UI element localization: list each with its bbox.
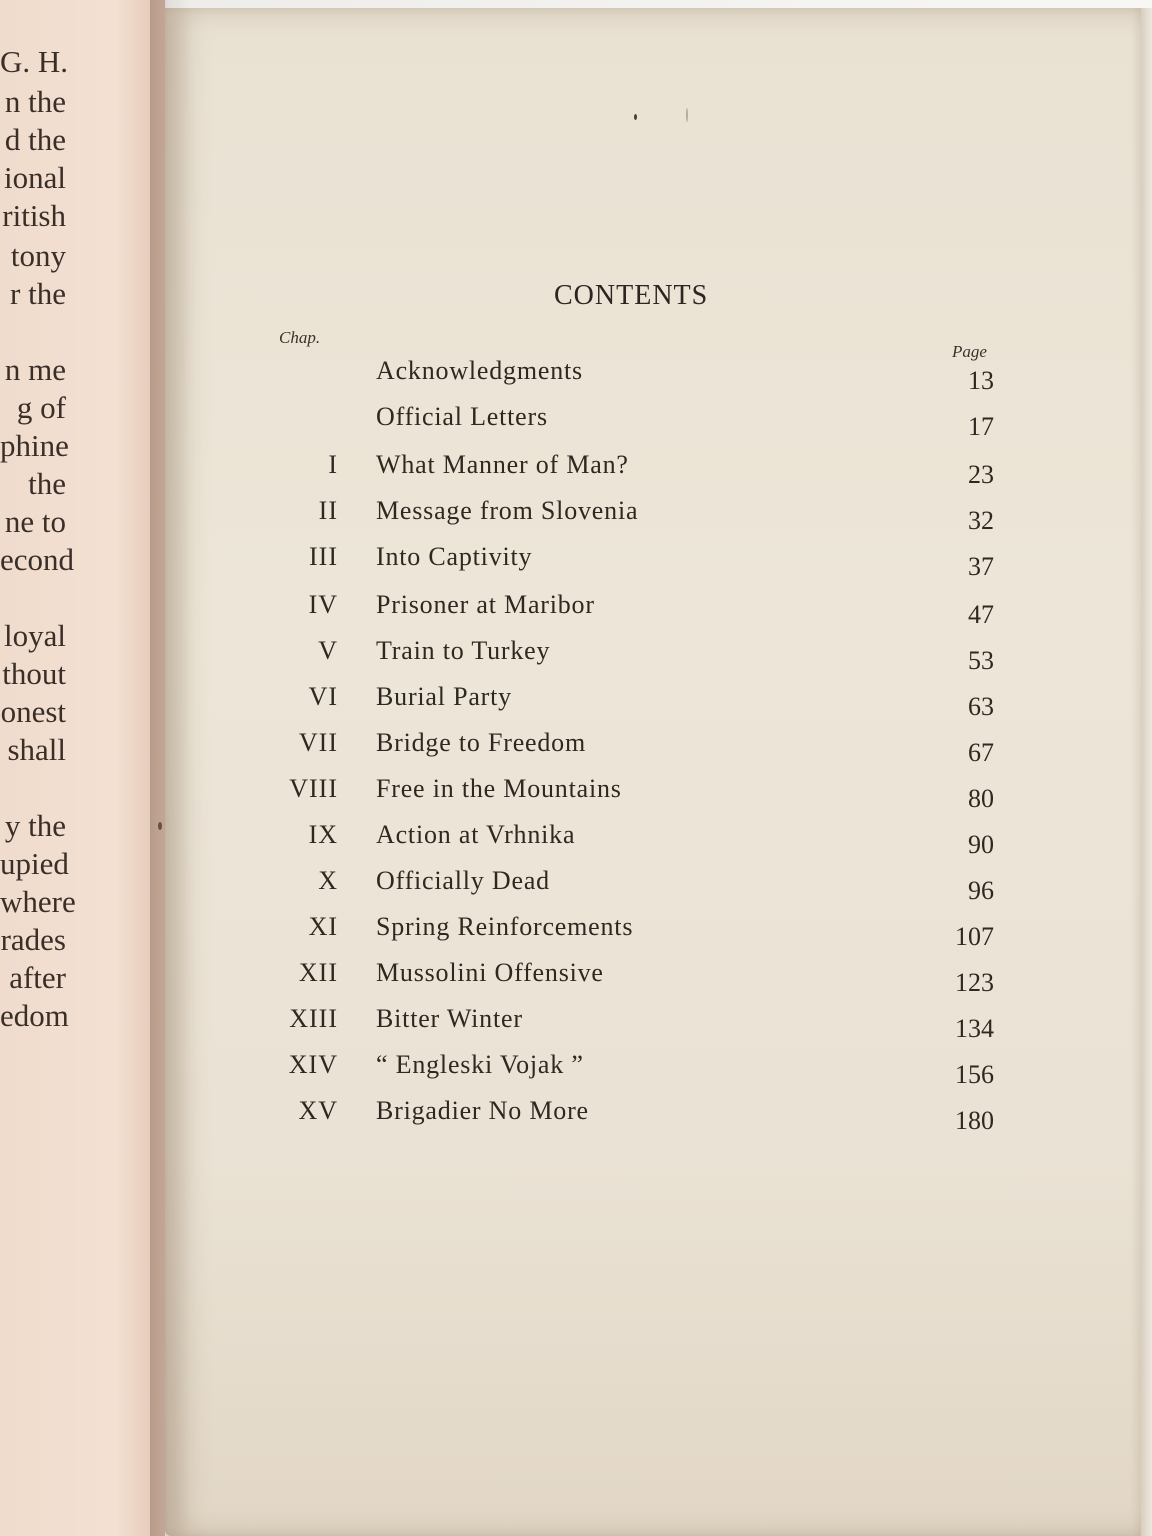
chapter-title: Burial Party xyxy=(376,682,512,711)
left-page-line: r the xyxy=(10,276,66,311)
toc-entry xyxy=(0,592,1152,632)
chapter-number: IX xyxy=(308,820,338,849)
chapter-title: Bitter Winter xyxy=(376,1004,523,1033)
toc-entry xyxy=(0,960,1152,1000)
left-page-line: edom xyxy=(0,998,69,1033)
chapter-number: XIII xyxy=(289,1004,338,1033)
page-number: 37 xyxy=(968,552,994,581)
chapter-title: Brigadier No More xyxy=(376,1096,589,1125)
chapter-number: XII xyxy=(298,958,338,987)
chapter-number: I xyxy=(328,450,338,479)
chapter-number: V xyxy=(318,636,338,665)
chapter-title: Prisoner at Maribor xyxy=(376,590,595,619)
chapter-title: Officially Dead xyxy=(376,866,550,895)
chapter-number: IV xyxy=(308,590,338,619)
toc-entry xyxy=(0,452,1152,492)
page-number: 63 xyxy=(968,692,994,721)
toc-entry xyxy=(0,1006,1152,1046)
page-number: 134 xyxy=(955,1014,994,1043)
left-page-line: ne to xyxy=(4,504,66,539)
left-page-line: ional xyxy=(4,160,66,195)
left-page-line: rades xyxy=(0,922,66,957)
chapter-title: Free in the Mountains xyxy=(376,774,622,803)
left-page-line: phine xyxy=(0,428,69,463)
toc-entry xyxy=(0,638,1152,678)
chapter-title: Mussolini Offensive xyxy=(376,958,604,987)
chapter-number: VIII xyxy=(289,774,338,803)
left-page-line: ritish xyxy=(2,198,66,233)
left-page-line: econd xyxy=(0,542,75,577)
paper-speck xyxy=(634,114,637,120)
left-page-line: n the xyxy=(4,84,66,119)
chapter-title: Into Captivity xyxy=(376,542,533,571)
page-number: 80 xyxy=(968,784,994,813)
toc-entry xyxy=(0,358,1152,398)
page-number: 96 xyxy=(968,876,994,905)
chapter-number: III xyxy=(309,542,338,571)
left-page-line: n me xyxy=(4,352,66,387)
left-page-line: after xyxy=(9,960,66,995)
left-page-line: thout xyxy=(2,656,66,691)
left-page-line: tony xyxy=(10,238,66,273)
chapter-title: “ Engleski Vojak ” xyxy=(376,1050,584,1079)
page-number: 67 xyxy=(968,738,994,767)
chapter-title: Spring Reinforcements xyxy=(376,912,634,941)
toc-entry xyxy=(0,404,1152,444)
chapter-title: Bridge to Freedom xyxy=(376,728,587,757)
toc-entry xyxy=(0,1098,1152,1138)
page-number: 180 xyxy=(955,1106,994,1135)
page-number: 23 xyxy=(968,460,994,489)
chapter-column-header: Chap. xyxy=(279,328,321,347)
left-page-line: onest xyxy=(0,694,66,729)
page-edge xyxy=(1141,8,1152,1536)
chapter-number: XI xyxy=(308,912,338,941)
page-number: 90 xyxy=(968,830,994,859)
page-number: 123 xyxy=(955,968,994,997)
left-page-line: y the xyxy=(4,808,66,843)
left-page-line: G. H. xyxy=(0,44,69,79)
toc-entry xyxy=(0,498,1152,538)
page-number: 156 xyxy=(955,1060,994,1089)
page-number: 13 xyxy=(968,366,994,395)
chapter-number: XV xyxy=(298,1096,338,1125)
chapter-title: Official Letters xyxy=(376,402,548,431)
toc-entry xyxy=(0,684,1152,724)
toc-entry xyxy=(0,776,1152,816)
contents-page xyxy=(165,8,1143,1536)
page-number: 107 xyxy=(955,922,994,951)
chapter-number: VII xyxy=(298,728,338,757)
page-column-header: Page xyxy=(952,342,987,361)
toc-entry xyxy=(0,822,1152,862)
left-page-line: shall xyxy=(7,732,66,767)
page-number: 17 xyxy=(968,412,994,441)
chapter-number: X xyxy=(318,866,338,895)
toc-entry xyxy=(0,1052,1152,1092)
toc-entry xyxy=(0,868,1152,908)
chapter-title: What Manner of Man? xyxy=(376,450,629,479)
chapter-number: VI xyxy=(308,682,338,711)
toc-entry xyxy=(0,912,1152,957)
left-page-line: the xyxy=(28,466,66,501)
chapter-title: Message from Slovenia xyxy=(376,496,639,525)
chapter-title: Acknowledgments xyxy=(376,356,583,385)
page-number: 32 xyxy=(968,506,994,535)
page-number: 47 xyxy=(968,600,994,629)
chapter-number: XIV xyxy=(288,1050,338,1079)
left-page-line: loyal xyxy=(4,618,66,653)
chapter-title: Action at Vrhnika xyxy=(376,820,576,849)
left-page-line: g of xyxy=(16,390,66,425)
left-page-line: d the xyxy=(4,122,66,157)
chapter-title: Train to Turkey xyxy=(376,636,551,665)
left-page-line: where xyxy=(0,884,76,919)
toc-entry xyxy=(0,730,1152,770)
page-number: 53 xyxy=(968,646,994,675)
left-page-line: upied xyxy=(0,846,69,881)
paper-speck xyxy=(686,108,688,122)
chapter-number: II xyxy=(318,496,338,525)
contents-title: CONTENTS xyxy=(554,280,709,311)
toc-entry xyxy=(0,544,1152,584)
